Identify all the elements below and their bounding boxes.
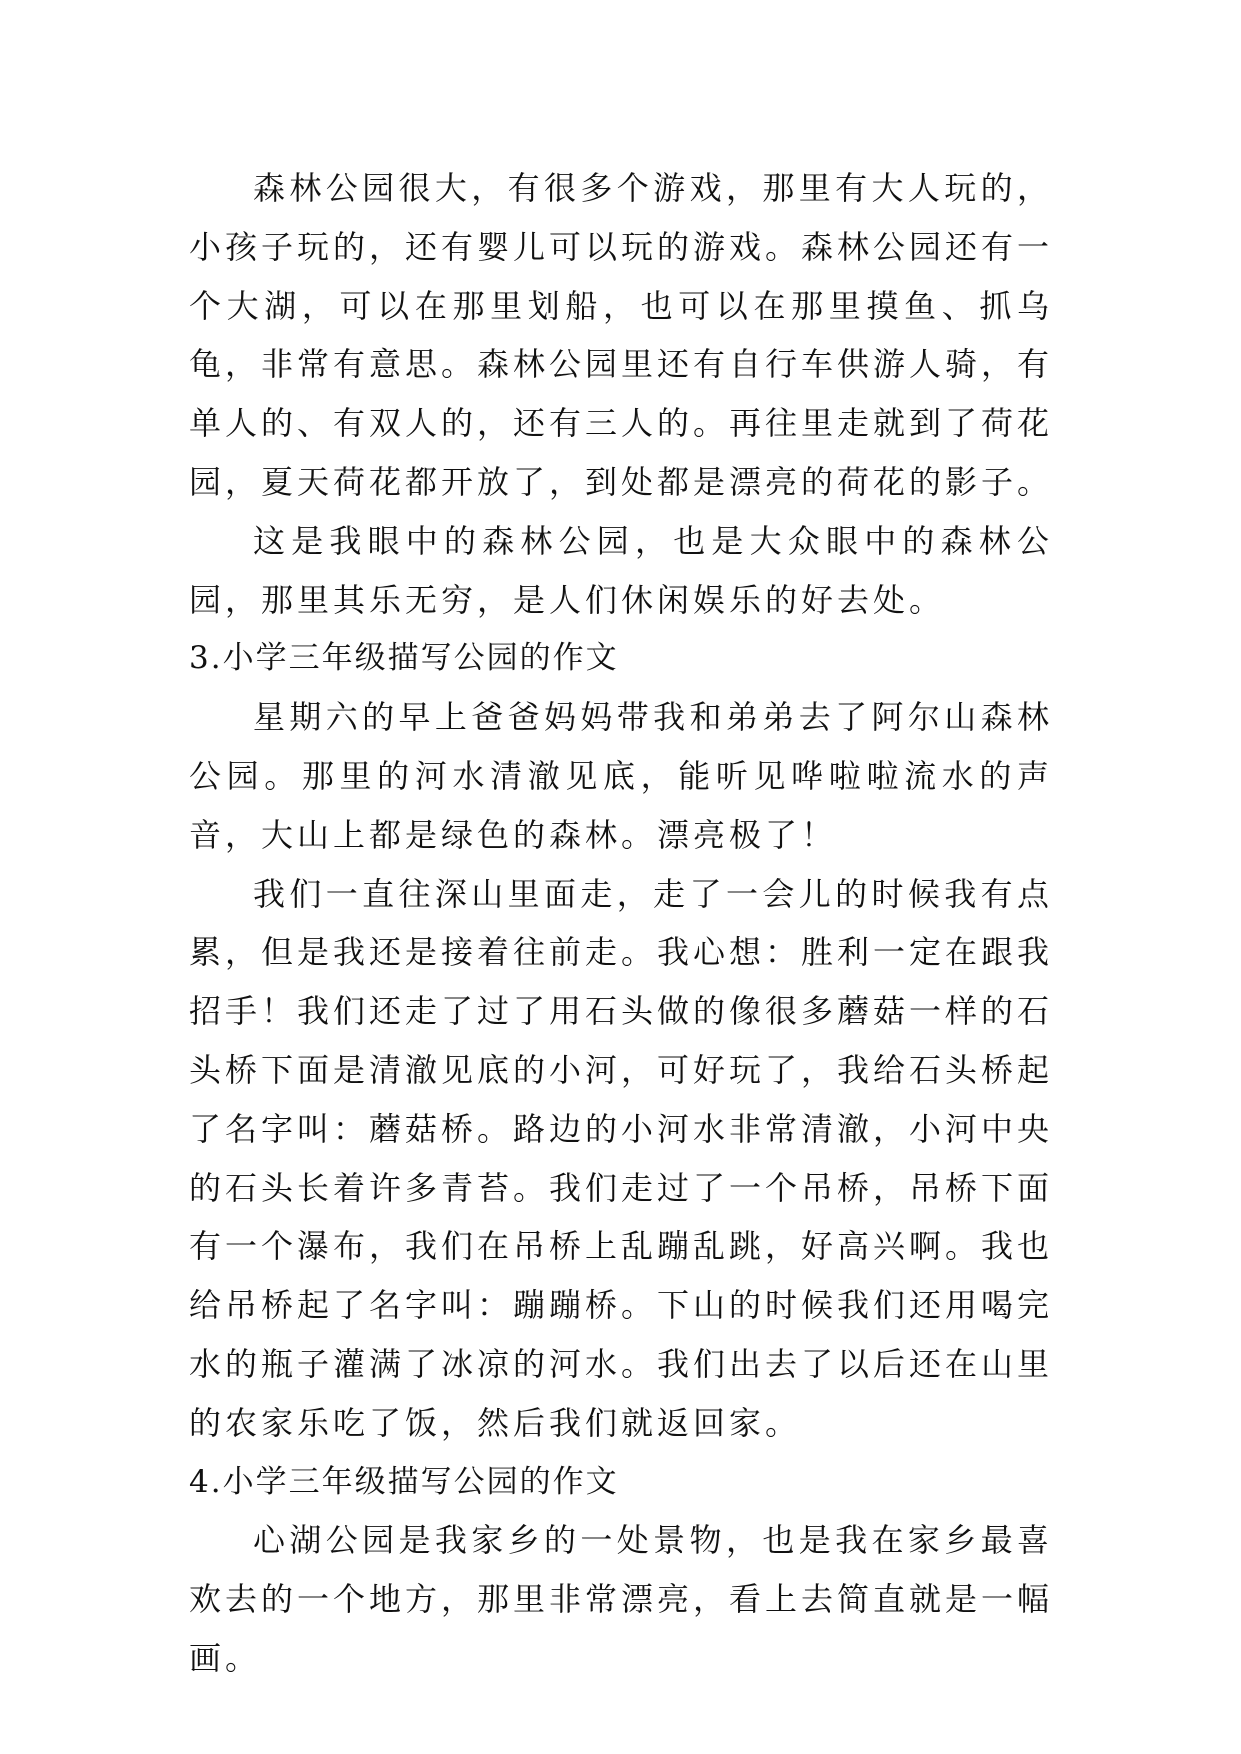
paragraph-forest-park-description: 森林公园很大，有很多个游戏，那里有大人玩的，小孩子玩的，还有婴儿可以玩的游戏。森林公园还有一个大湖，可以在那里划船，也可以在那里摸鱼、抓乌龟，非常有意思。森林公园里还有自行车供游人骑，有单人的、有双人的，还有三人的。再往里走就到了荷花园，夏天荷花都开放了，到处都是漂亮的荷花的影子。 [189, 169, 1054, 501]
section-heading-3: 3.小学三年级描写公园的作文 [189, 640, 619, 677]
paragraph-arxan-intro: 星期六的早上爸爸妈妈带我和弟弟去了阿尔山森林公园。那里的河水清澈见底，能听见哗啦啦流水的声音，大山上都是绿色的森林。漂亮极了！ [189, 698, 1053, 854]
document-body [189, 159, 1053, 1688]
paragraph-xinhu-park: 心湖公园是我家乡的一处景物，也是我在家乡最喜欢去的一个地方，那里非常漂亮，看上去简直就是一幅画。 [189, 1521, 1054, 1677]
paragraph-forest-park-conclusion: 这是我眼中的森林公园，也是大众眼中的森林公园，那里其乐无穷，是人们休闲娱乐的好去处。 [189, 521, 1053, 619]
section-heading-4: 4.小学三年级描写公园的作文 [189, 1463, 619, 1500]
paragraph-mountain-walk: 我们一直往深山里面走，走了一会儿的时候我有点累，但是我还是接着往前走。我心想：胜利一定在跟我招手！我们还走了过了用石头做的像很多蘑菇一样的石头桥下面是清澈见底的小河，可好玩了，我给石头桥起了名字叫：蘑菇桥。路边的小河水非常清澈，小河中央的石头长着许多青苔。我们走过了一个吊桥，吊桥下面有一个瀑布，我们在吊桥上乱蹦乱跳，好高兴啊。我也给吊桥起了名字叫：蹦蹦桥。下山的时候我们还用喝完水的瓶子灌满了冰凉的河水。我们出去了以后还在山里的农家乐吃了饭，然后我们就返回家。 [189, 874, 1054, 1442]
